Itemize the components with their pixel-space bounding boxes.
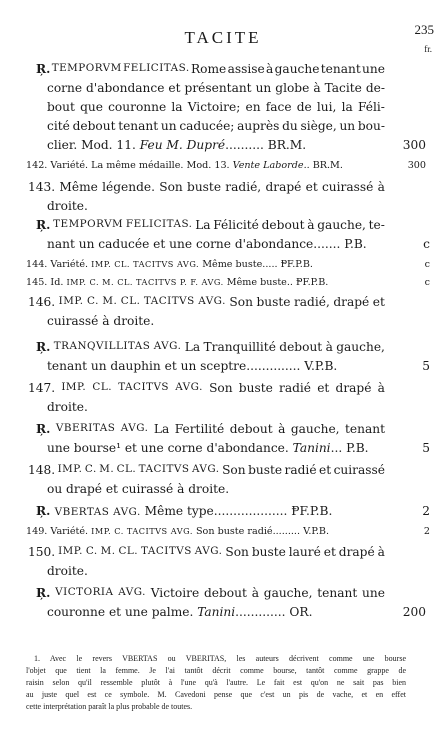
catalogue-line (26, 277, 346, 288)
word: AVG. (118, 586, 146, 598)
price-value: 5 (422, 359, 430, 373)
word: AVG. (175, 381, 203, 393)
word: M. (99, 463, 115, 475)
word: buste (187, 180, 222, 194)
word: TACITVS (141, 545, 192, 557)
word: Son (229, 295, 253, 309)
word: Ŗ. (36, 422, 51, 436)
word: Même (59, 180, 98, 194)
word: à (251, 586, 259, 600)
word: tenant (317, 586, 358, 600)
word: AVG. (191, 463, 220, 475)
word: Ŗ. (36, 586, 51, 600)
word: C. (87, 295, 99, 307)
footnote-line: l'objet que tient la femme. Je l'ai tantôt décrit comme bourse, tantôt comme grappe de (26, 666, 406, 675)
word: debout (203, 586, 247, 600)
text-span: cuirassé à droite. (47, 314, 155, 328)
word: M. (100, 545, 116, 557)
text-span: ou drapé et cuirassé à droite. (47, 482, 230, 496)
word: lauré (288, 545, 321, 559)
word: cuirassé (333, 463, 385, 477)
word: drapé (335, 381, 372, 395)
word: buste (248, 463, 283, 477)
word: VBERITAS (55, 422, 116, 434)
word: gauche (274, 62, 320, 76)
catalogue-line (47, 138, 346, 152)
catalogue-line (36, 62, 385, 76)
text-span: VBERTAS AVG. (54, 506, 141, 518)
word: auprès (237, 119, 280, 133)
word: à (377, 545, 385, 559)
word: et (317, 381, 330, 395)
word: La (195, 218, 211, 232)
catalogue-line (47, 314, 385, 328)
word: VICTORIA (55, 586, 114, 598)
word: Son (222, 463, 246, 477)
catalogue-line (36, 504, 346, 518)
word: buste (251, 545, 286, 559)
word: debout (72, 119, 116, 133)
word: une (362, 62, 385, 76)
text-span: Même buste.. ⱣF.P.B. (223, 277, 329, 288)
word: CL. (118, 545, 139, 557)
word: 147. (28, 381, 56, 395)
price-value: 300 (407, 160, 426, 171)
catalogue-line (47, 564, 385, 578)
word: à (278, 422, 286, 436)
word: 143. (28, 180, 56, 194)
price-value: 2 (422, 504, 430, 518)
word: un (255, 81, 272, 95)
word: TACITVS (118, 381, 170, 393)
text-span: IMP. C. M. CL. TACITVS P. F. AVG. (66, 277, 224, 287)
word: FELICITAS. (125, 218, 193, 230)
word: Victoire; (187, 100, 241, 114)
word: corne (47, 81, 83, 95)
word: C. (84, 463, 97, 475)
word: gauche, (263, 586, 313, 600)
catalogue-line (36, 340, 385, 354)
text-span: Son buste radié......... V.P.B. (192, 526, 330, 537)
word: Son (159, 180, 183, 194)
price-value: 5 (422, 441, 430, 455)
word: La (184, 340, 201, 354)
word: cité (47, 119, 70, 133)
word: et (372, 295, 385, 309)
word: lui, (316, 100, 337, 114)
text-span: 144. Variété. (26, 259, 92, 270)
word: Victoire (150, 586, 200, 600)
word: et (323, 545, 336, 559)
word: que (80, 100, 103, 114)
word: Féli- (357, 100, 385, 114)
footnote-line: au juste quel est ce symbole. M. Cavedoni pense que c'est un pis de vache, et en effet (26, 690, 406, 699)
word: M. (102, 295, 118, 307)
word: tenant (320, 62, 361, 76)
word: du (282, 119, 298, 133)
word: Fertilité (174, 422, 225, 436)
catalogue-line (28, 545, 385, 559)
catalogue-line (47, 119, 385, 133)
word: la (341, 100, 353, 114)
footnote-line: cette interprétation paraît la plus probable de toutes. (26, 702, 193, 711)
word: d'abondance (86, 81, 165, 95)
word: et (319, 463, 332, 477)
catalogue-line (36, 586, 385, 600)
word: bou- (357, 119, 385, 133)
word: buste (238, 381, 273, 395)
text-span: ............. OR. (235, 605, 313, 619)
word: AVG. (198, 295, 226, 307)
text-span: droite. (47, 199, 88, 213)
word: et (168, 81, 181, 95)
word: une (362, 586, 385, 600)
catalogue-line (26, 160, 346, 171)
word: 146. (28, 295, 56, 309)
word: CL. (92, 381, 112, 393)
word: Ŗ. (36, 62, 51, 76)
catalogue-line (47, 400, 385, 414)
text-span: Feu M. Dupré (139, 138, 226, 152)
word: drapé (338, 545, 375, 559)
price-value: 300 (402, 138, 426, 152)
word: légende. (102, 180, 155, 194)
word: à (307, 218, 315, 232)
price-value: c (424, 259, 430, 270)
word: gauche, (317, 218, 366, 232)
word: tenant (118, 119, 159, 133)
word: à (325, 340, 333, 354)
text-span: une bourse¹ et une corne d'abondance. (47, 441, 293, 455)
word: buste (256, 295, 291, 309)
word: cuirassé (321, 180, 374, 194)
word: C. (85, 545, 98, 557)
currency-unit: fr. (424, 44, 432, 54)
word: assise (227, 62, 265, 76)
word: un (160, 119, 177, 133)
word: en (245, 100, 261, 114)
word: Son (225, 545, 249, 559)
word: CL. (120, 295, 141, 307)
catalogue-line (28, 180, 385, 194)
word: Rome (190, 62, 227, 76)
catalogue-line (47, 359, 346, 373)
word: bout (47, 100, 75, 114)
catalogue-line (47, 605, 346, 619)
word: Tranquillité (203, 340, 276, 354)
catalogue-line (26, 259, 346, 270)
word: radié (279, 381, 312, 395)
catalogue-line (36, 422, 385, 436)
word: la (171, 100, 183, 114)
word: AVG. (153, 340, 182, 352)
text-span: couronne et une palme. (47, 605, 198, 619)
catalogue-line (47, 237, 367, 251)
catalogue-line (28, 463, 385, 477)
word: IMP. (58, 295, 84, 307)
word: radié (284, 463, 317, 477)
text-span: nant un caducée et une corne d'abondance....... P.B. (47, 237, 367, 251)
word: debout (261, 218, 305, 232)
word: un (339, 119, 356, 133)
running-title: TACITE (184, 28, 262, 47)
word: IMP. (57, 463, 83, 475)
catalogue-line (47, 100, 385, 114)
catalogue-line (36, 218, 385, 232)
word: drapé (333, 295, 370, 309)
word: drapé (265, 180, 302, 194)
word: La (153, 422, 170, 436)
word: globe (275, 81, 310, 95)
text-span: 145. Id. (26, 277, 67, 288)
word: AVG. (120, 422, 149, 434)
word: 148. (28, 463, 56, 477)
catalogue-line (28, 295, 385, 309)
text-span: Vente Laborde (232, 160, 304, 171)
text-span: droite. (47, 400, 88, 414)
word: face (265, 100, 292, 114)
text-span: IMP. CL. TACITVS AVG. (91, 259, 200, 269)
text-span: .. BR.M. (303, 160, 343, 171)
word: TEMPORVM (53, 218, 124, 230)
word: FELICITAS. (123, 62, 190, 74)
text-span: droite. (47, 564, 88, 578)
text-span: Même type................... ⱣF.P.B. (140, 504, 333, 518)
word: Ŗ. (36, 218, 51, 232)
word: TEMPORVM (51, 62, 122, 74)
text-span: 149. Variété. (26, 526, 92, 537)
catalogue-line (47, 81, 385, 95)
footnote-line: raisin selon qu'il ressemble plutôt à l'une qu'à l'autre. Le fait est qu'on ne sait pas bien (26, 678, 406, 687)
catalogue-line (47, 482, 385, 496)
text-span: tenant un dauphin et un sceptre.............. V.P.B. (47, 359, 338, 373)
word: à (377, 180, 385, 194)
word: Tacite (324, 81, 362, 95)
text-span: Ŗ. (36, 504, 55, 518)
word: TACITVS (143, 295, 195, 307)
text-span: Tanini (197, 605, 236, 619)
page-number: 235 (414, 22, 434, 37)
text-span: IMP. C. TACITVS AVG. (91, 526, 193, 536)
word: CL. (116, 463, 137, 475)
word: te- (368, 218, 385, 232)
word: Ŗ. (36, 340, 51, 354)
word: IMP. (61, 381, 87, 393)
price-value: 200 (402, 605, 426, 619)
word: et (305, 180, 318, 194)
text-span: .......... BR.M. (225, 138, 307, 152)
word: à (377, 381, 385, 395)
word: gauche, (336, 340, 385, 354)
text-span: clier. Mod. 11. (47, 138, 140, 152)
text-span: 142. Variété. La même médaille. Mod. 13. (26, 160, 233, 171)
price-value: c (424, 277, 430, 288)
text-span: Même buste..... ⱣF.P.B. (199, 259, 313, 270)
word: de- (365, 81, 385, 95)
text-span: ... P.B. (330, 441, 369, 455)
price-value: c (423, 237, 430, 251)
catalogue-line (47, 199, 385, 213)
word: TRANQVILLITAS (53, 340, 151, 352)
catalogue-line (28, 381, 385, 395)
word: IMP. (58, 545, 83, 557)
word: debout (229, 422, 273, 436)
word: de (296, 100, 312, 114)
word: caducée; (179, 119, 235, 133)
text-span: Tanini (292, 441, 331, 455)
catalogue-line (26, 526, 346, 537)
word: debout (279, 340, 323, 354)
word: radié, (293, 295, 330, 309)
word: 150. (28, 545, 56, 559)
word: tenant (345, 422, 385, 436)
word: TACITVS (138, 463, 190, 475)
catalogue-line (47, 441, 369, 455)
word: Son (209, 381, 233, 395)
word: siège, (300, 119, 337, 133)
word: radié, (225, 180, 262, 194)
word: à (266, 62, 274, 76)
word: présentant (184, 81, 252, 95)
footnote-line: 1. Avec le revers VBERTAS ou VBERITAS, les auteurs décrivent comme une bourse (34, 654, 406, 663)
word: gauche, (290, 422, 340, 436)
price-value: 2 (423, 526, 430, 537)
word: Félicité (213, 218, 259, 232)
word: AVG. (194, 545, 223, 557)
word: couronne (108, 100, 167, 114)
word: à (313, 81, 321, 95)
